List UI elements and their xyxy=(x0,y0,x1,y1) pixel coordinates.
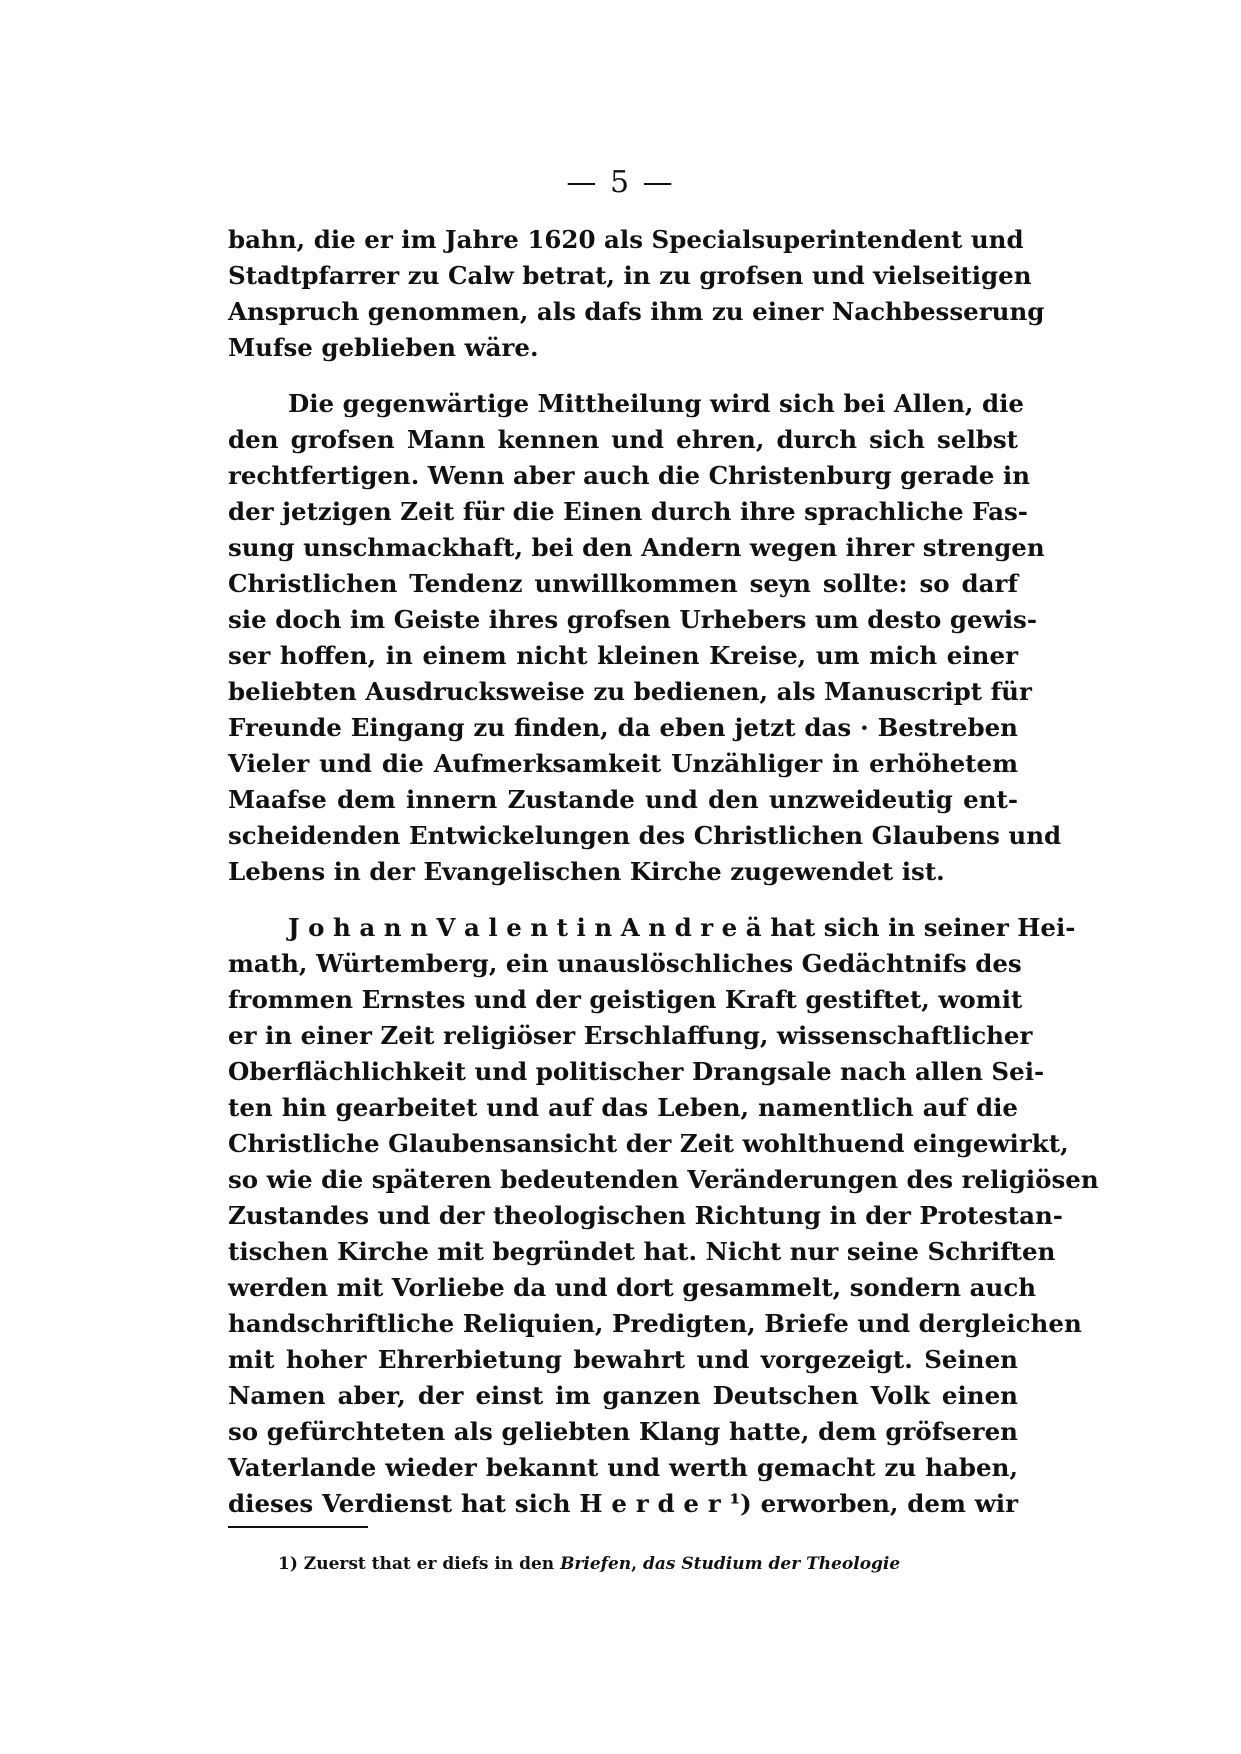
text-line: tischen Kirche mit begründet hat. Nicht nur seine Schriften xyxy=(228,1237,1056,1266)
page-number: — 5 — xyxy=(566,165,675,200)
text-line: Zustandes und der theologischen Richtung in der Protestan- xyxy=(228,1201,1063,1230)
footnote-divider xyxy=(228,1526,368,1528)
footnote-text: Zuerst that er diefs in den xyxy=(303,1554,555,1574)
paragraph-2 xyxy=(228,386,1062,890)
text-line: Freunde Eingang zu finden, da eben jetzt das · Bestreben xyxy=(228,713,1018,742)
text-line: so wie die späteren bedeutenden Veränderungen des religiösen xyxy=(228,1165,1099,1194)
text-line: Lebens in der Evangelischen Kirche zugewendet ist. xyxy=(228,857,945,886)
text-line: rechtfertigen. Wenn aber auch die Christenburg gerade in xyxy=(228,461,1031,490)
text-line: bahn, die er im Jahre 1620 als Specialsuperintendent und xyxy=(228,225,1024,254)
text-line: ser hoffen, in einem nicht kleinen Kreise, um mich einer xyxy=(228,641,1018,670)
footnote-italic-title: das Studium der Theologie xyxy=(643,1554,901,1574)
text-line: frommen Ernstes und der geistigen Kraft gestiftet, womit xyxy=(228,985,1023,1014)
text-line: mit hoher Ehrerbietung bewahrt und vorgezeigt. Seinen xyxy=(228,1345,1018,1374)
text-line: den grofsen Mann kennen und ehren, durch sich selbst xyxy=(228,425,1018,454)
text-line: Die gegenwärtige Mittheilung wird sich bei Allen, die xyxy=(288,389,1025,418)
text-line: Stadtpfarrer zu Calw betrat, in zu grofsen und vielseitigen xyxy=(228,261,1032,290)
footnote xyxy=(278,1550,1018,1578)
text-line: Namen aber, der einst im ganzen Deutschen Volk einen xyxy=(228,1381,1018,1410)
text-line: Maafse dem innern Zustande und den unzweideutig ent- xyxy=(228,785,1018,814)
text-line: der jetzigen Zeit für die Einen durch ihre sprachliche Fas- xyxy=(228,497,1028,526)
text-line: math, Würtemberg, ein unauslöschliches Gedächtnifs des xyxy=(228,949,1022,978)
text-line: scheidenden Entwickelungen des Christlichen Glaubens und xyxy=(228,821,1062,850)
footnote-separator: , xyxy=(631,1554,638,1574)
text-line: sung unschmackhaft, bei den Andern wegen ihrer strengen xyxy=(228,533,1045,562)
text-line: Christlichen Tendenz unwillkommen seyn sollte: so darf xyxy=(228,569,1018,598)
text-line: werden mit Vorliebe da und dort gesammelt, sondern auch xyxy=(228,1273,1037,1302)
text-line: er in einer Zeit religiöser Erschlaffung, wissenschaftlicher xyxy=(228,1021,1033,1050)
text-line: Christliche Glaubensansicht der Zeit wohlthuend eingewirkt, xyxy=(228,1129,1069,1158)
text-line: Anspruch genommen, als dafs ihm zu einer Nachbesserung xyxy=(228,297,1045,326)
text-line: Mufse geblieben wäre. xyxy=(228,333,539,362)
text-line: dieses Verdienst hat sich H e r d e r ¹) erworben, dem wir xyxy=(228,1489,1018,1518)
text-line: J o h a n n V a l e n t i n A n d r e ä hat sich in seiner Hei- xyxy=(288,913,1076,942)
text-line: Vieler und die Aufmerksamkeit Unzähliger in erhöhetem xyxy=(228,749,1018,778)
text-line: Vaterlande wieder bekannt und werth gemacht zu haben, xyxy=(228,1453,1018,1482)
paragraph-3 xyxy=(228,910,1099,1522)
body-text xyxy=(228,222,1099,1522)
text-line: sie doch im Geiste ihres grofsen Urhebers um desto gewis- xyxy=(228,605,1038,634)
footnote-marker: 1) xyxy=(278,1554,298,1574)
text-line: handschriftliche Reliquien, Predigten, Briefe und dergleichen xyxy=(228,1309,1082,1338)
paragraph-1 xyxy=(228,222,1045,366)
text-line: so gefürchteten als geliebten Klang hatte, dem gröfseren xyxy=(228,1417,1018,1446)
text-line: ten hin gearbeitet und auf das Leben, namentlich auf die xyxy=(228,1093,1018,1122)
text-line: Oberflächlichkeit und politischer Drangsale nach allen Sei- xyxy=(228,1057,1045,1086)
footnote-italic-title: Briefen xyxy=(560,1554,632,1574)
text-line: beliebten Ausdrucksweise zu bedienen, als Manuscript für xyxy=(228,677,1032,706)
